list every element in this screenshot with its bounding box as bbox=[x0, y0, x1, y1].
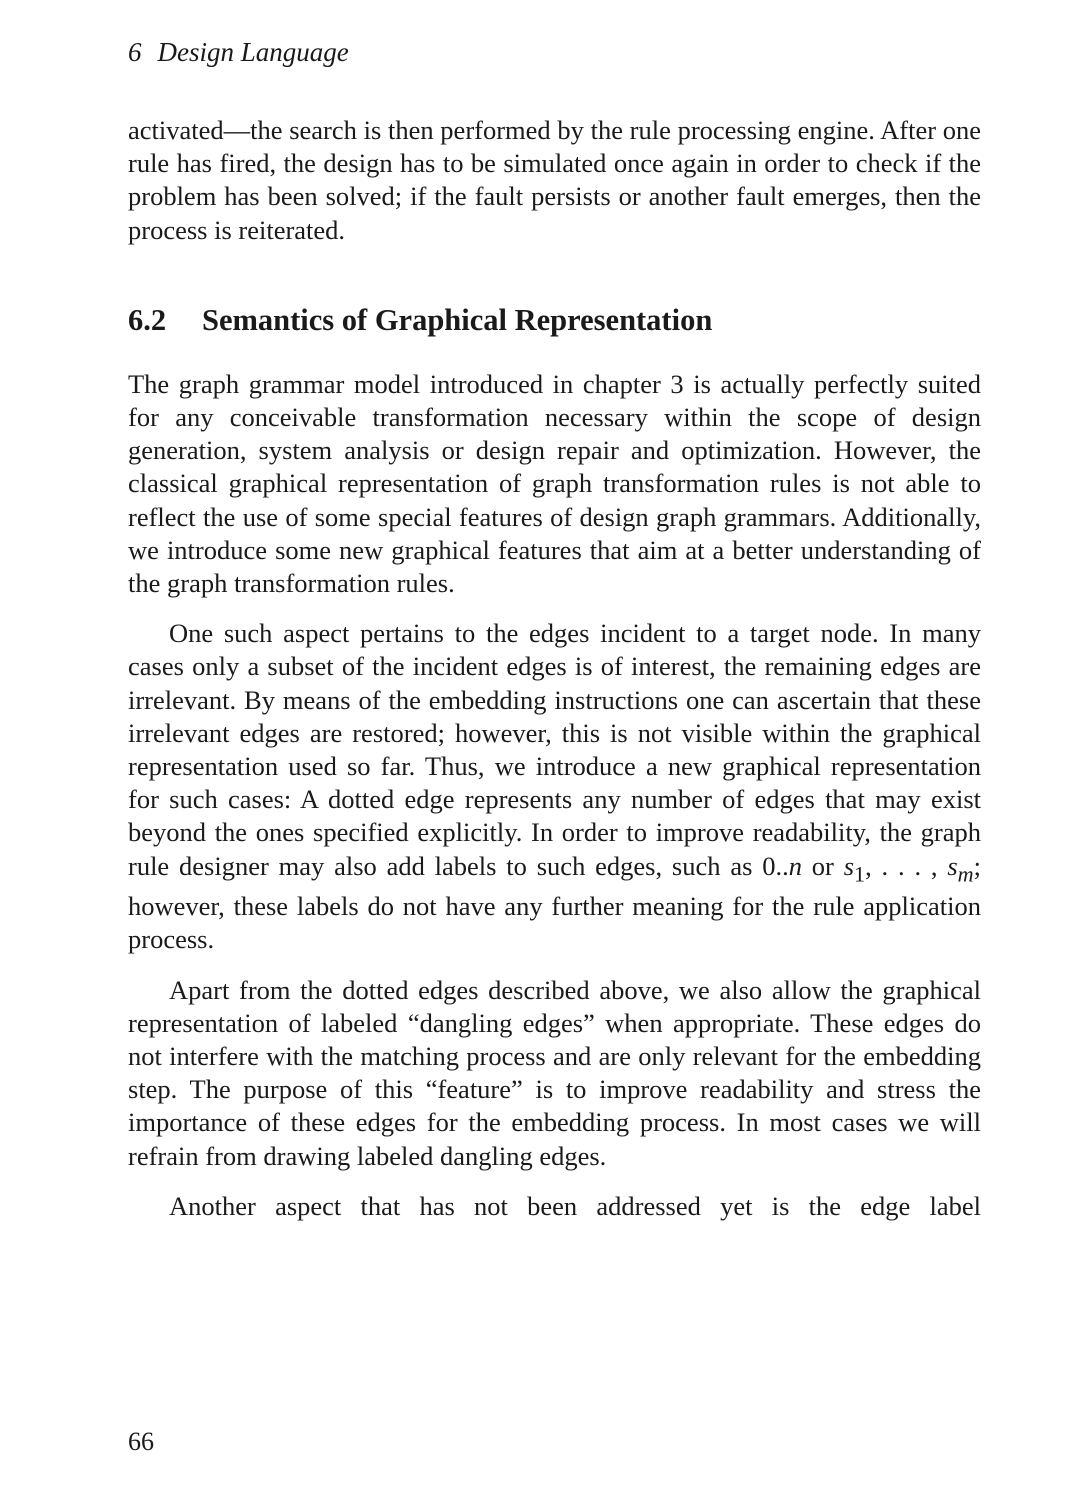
label-ellipsis: , . . . , bbox=[865, 850, 948, 881]
paragraph-intro: The graph grammar model introduced in chapter 3 is actually perfectly suited for any conceivable transformation necessary within the scope of design generation, system analysis or design repair and optimization. However, the classical graphical representation of graph transformation rules is not able to reflect the use of some special features of design graph grammars. Additionally, we introduce some new graphical features that aim at a better understanding of the graph transformation rules. bbox=[128, 368, 981, 599]
paragraph-dotted-edges-text: One such aspect pertains to the edges incident to a target node. In many cases only a subset of the incident edges is of interest, the remaining edges are irrelevant. By means of the embedding instructions one can ascertain that these irrelevant edges are restored; however, this is not visible within the graphical representation used so far. Thus, we introduce a new graphical representation for such cases: A dotted edge represents any number of edges that may exist beyond the ones specified explicitly. In order to improve readability, the graph rule designer may also add labels to such edges, such as bbox=[128, 618, 981, 881]
label-s-first: s bbox=[843, 850, 855, 881]
page-number: 66 bbox=[128, 1427, 154, 1456]
running-header-chapter-title: Design Language bbox=[157, 37, 349, 67]
paragraph-continuation: activated—the search is then performed by the rule processing engine. After one rule has fired, the design has to be simulated once again in order to check if the problem has been solved; if the fault persists or another fault emerges, then the process is reiterated. bbox=[128, 115, 981, 245]
paragraph-dotted-edges-end: ; however, these labels do not have any further meaning for the rule application process. bbox=[128, 850, 981, 955]
section-heading bbox=[128, 300, 981, 340]
section-number: 6.2 bbox=[128, 302, 167, 337]
section-title: Semantics of Graphical Representation bbox=[202, 302, 713, 337]
label-s-last: s bbox=[947, 850, 958, 881]
label-range-var: n bbox=[788, 850, 802, 881]
running-header-chapter-number: 6 bbox=[128, 37, 142, 67]
label-subscript-m: m bbox=[957, 860, 974, 886]
label-range-start: 0.. bbox=[762, 850, 789, 881]
page-body bbox=[128, 114, 981, 1223]
paragraph-edge-label: Another aspect that has not been addressed yet is the edge label bbox=[169, 1190, 981, 1221]
label-or: or bbox=[801, 850, 844, 881]
paragraph-dotted-edges bbox=[128, 617, 981, 956]
running-header bbox=[128, 34, 349, 70]
label-subscript-1: 1 bbox=[854, 860, 866, 886]
paragraph-dangling-edges: Apart from the dotted edges described above, we also allow the graphical representation of labeled “dangling edges” when appropriate. These edges do not interfere with the matching process and are only relevant for the embedding step. The purpose of this “feature” is to improve readability and stress the importance of these edges for the embedding process. In most cases we will refrain from drawing labeled dangling edges. bbox=[128, 974, 981, 1171]
